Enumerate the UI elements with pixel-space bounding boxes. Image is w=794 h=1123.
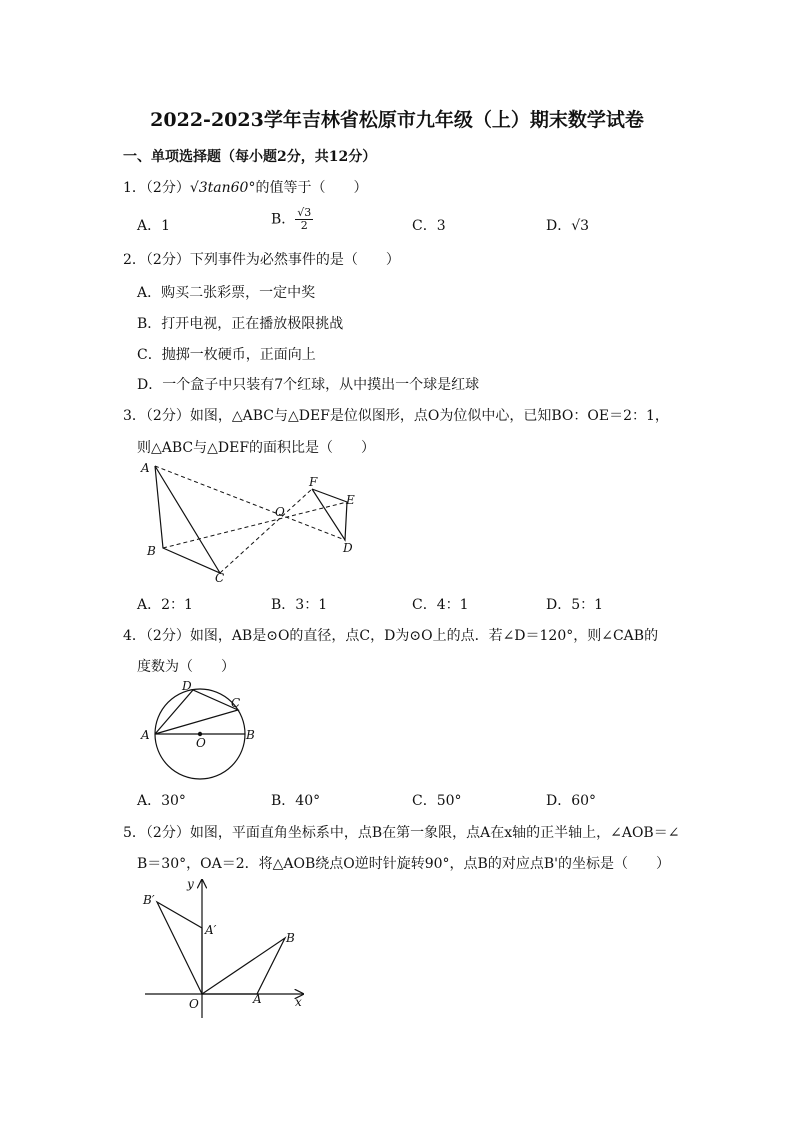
triangle-def <box>312 489 347 540</box>
question-4-stem-line2: 度数为（ ） <box>137 659 235 675</box>
label-a: A <box>253 992 262 1006</box>
q1-option-d: D．√3 <box>546 218 590 234</box>
q1-option-c: C．3 <box>412 218 446 234</box>
q1-math: √3tan60° <box>189 180 256 196</box>
label-o: O <box>189 997 199 1011</box>
q2-option-d: D．一个盒子中只装有7个红球，从中摸出一个球是红球 <box>137 377 480 393</box>
page-title: 2022-2023学年吉林省松原市九年级（上）期末数学试卷 <box>150 109 644 131</box>
label-a-prime: A′ <box>205 923 217 937</box>
q2-option-c: C．抛掷一枚硬币，正面向上 <box>137 347 316 363</box>
label-b: B <box>147 544 156 558</box>
label-f: F <box>309 475 318 489</box>
label-d: D <box>182 679 192 693</box>
label-b: B <box>286 931 295 945</box>
question-3-stem-line1: 3．（2分）如图，△ABC与△DEF是位似图形，点O为位似中心，已知BO：OE＝2：1， <box>123 408 669 424</box>
q3-option-b: B．3：1 <box>271 597 328 613</box>
q1-prefix: 1．（2分） <box>123 180 190 196</box>
q4-figure <box>135 676 265 786</box>
triangle-a-prime-o-b-prime <box>157 902 202 994</box>
question-3-stem-line2: 则△ABC与△DEF的面积比是（ ） <box>137 440 376 456</box>
triangle-abc <box>155 466 220 573</box>
label-d: D <box>343 541 353 555</box>
q3-option-d: D．5：1 <box>546 597 604 613</box>
q1-option-b <box>271 207 313 232</box>
q5-figure <box>135 872 320 1027</box>
label-o: O <box>196 736 206 750</box>
question-2-stem: 2．（2分）下列事件为必然事件的是（ ） <box>123 252 400 268</box>
q2-option-b: B．打开电视，正在播放极限挑战 <box>137 316 344 332</box>
label-a: A <box>141 728 150 742</box>
q3-option-a: A．2：1 <box>137 597 193 613</box>
q1-frac-num: √3 <box>297 206 312 219</box>
q1-option-b-label: B． <box>271 211 296 228</box>
question-5-stem-line2: B＝30°，OA＝2．将△AOB绕点O逆时针旋转90°，点B的对应点B'的坐标是（ ） <box>137 856 670 872</box>
label-y: y <box>187 877 194 891</box>
question-1-stem <box>123 177 367 197</box>
q1-frac-den: 2 <box>300 219 308 232</box>
label-x: x <box>295 995 302 1009</box>
q4-option-d: D．60° <box>546 793 597 809</box>
q4-option-c: C．50° <box>412 793 462 809</box>
label-c: C <box>215 571 225 585</box>
q3-figure <box>135 458 375 588</box>
label-o: O <box>275 505 285 519</box>
section-heading: 一、单项选择题（每小题2分，共12分） <box>123 149 377 165</box>
question-4-stem-line1: 4．（2分）如图，AB是⊙O的直径，点C，D为⊙O上的点．若∠D＝120°，则∠CAB的 <box>123 628 659 644</box>
label-e: E <box>346 493 355 507</box>
q4-option-b: B．40° <box>271 793 321 809</box>
q2-option-a: A．购买二张彩票，一定中奖 <box>137 285 316 301</box>
label-b-prime: B′ <box>143 893 155 907</box>
question-5-stem-line1: 5．（2分）如图，平面直角坐标系中，点B在第一象限，点A在x轴的正半轴上，∠AOB＝∠ <box>123 825 680 841</box>
q3-option-c: C．4：1 <box>412 597 469 613</box>
label-c: C <box>231 696 241 710</box>
q1-suffix: 的值等于（ ） <box>255 180 368 196</box>
q4-option-a: A．30° <box>137 793 186 809</box>
triangle-aob <box>202 938 285 994</box>
label-b: B <box>246 728 255 742</box>
label-a: A <box>141 461 150 475</box>
q1-option-a: A．1 <box>137 218 171 234</box>
q1-option-b-fraction <box>295 207 313 232</box>
